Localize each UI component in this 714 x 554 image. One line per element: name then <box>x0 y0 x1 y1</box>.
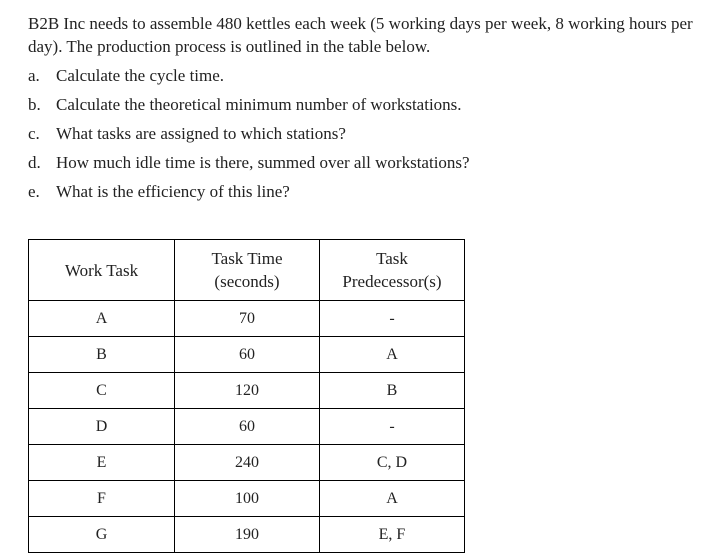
question-item <box>28 64 708 93</box>
question-text: What is the efficiency of this line? <box>56 182 290 201</box>
task-table <box>28 239 465 553</box>
question-text: Calculate the theoretical minimum number of workstations. <box>56 95 462 114</box>
header-predecessors-line1: Task <box>376 249 408 268</box>
task-cell: D <box>29 409 175 445</box>
question-item <box>28 180 708 209</box>
task-cell: C <box>29 373 175 409</box>
predecessor-cell: A <box>320 481 465 517</box>
predecessor-cell: - <box>320 409 465 445</box>
time-cell: 60 <box>175 337 320 373</box>
header-task-time-line2: (seconds) <box>214 272 280 291</box>
question-letter: e. <box>28 182 40 201</box>
predecessor-cell: - <box>320 301 465 337</box>
problem-statement <box>28 12 708 209</box>
table-row <box>29 373 465 409</box>
question-text: What tasks are assigned to which stations? <box>56 124 346 143</box>
time-cell: 120 <box>175 373 320 409</box>
header-task-time-line1: Task Time <box>211 249 283 268</box>
time-cell: 190 <box>175 517 320 553</box>
question-letter: c. <box>28 124 40 143</box>
table-row <box>29 445 465 481</box>
task-cell: B <box>29 337 175 373</box>
header-task-time <box>175 240 320 301</box>
predecessor-cell: C, D <box>320 445 465 481</box>
task-cell: G <box>29 517 175 553</box>
question-item <box>28 151 708 180</box>
time-cell: 240 <box>175 445 320 481</box>
question-item <box>28 93 708 122</box>
predecessor-cell: E, F <box>320 517 465 553</box>
table-row <box>29 337 465 373</box>
table-row <box>29 301 465 337</box>
header-predecessors-line2: Predecessor(s) <box>342 272 442 291</box>
table-header-row <box>29 240 465 301</box>
task-cell: A <box>29 301 175 337</box>
predecessor-cell: B <box>320 373 465 409</box>
task-cell: F <box>29 481 175 517</box>
question-item <box>28 122 708 151</box>
question-list <box>28 64 708 209</box>
question-text: Calculate the cycle time. <box>56 66 225 85</box>
question-letter: a. <box>28 66 40 85</box>
question-letter: b. <box>28 95 41 114</box>
predecessor-cell: A <box>320 337 465 373</box>
table-row <box>29 517 465 553</box>
time-cell: 60 <box>175 409 320 445</box>
time-cell: 100 <box>175 481 320 517</box>
time-cell: 70 <box>175 301 320 337</box>
problem-intro: B2B Inc needs to assemble 480 kettles each week (5 working days per week, 8 working hours per day). The production process is outlined in the table below. <box>28 14 693 56</box>
task-cell: E <box>29 445 175 481</box>
question-text: How much idle time is there, summed over all workstations? <box>56 153 470 172</box>
header-predecessors <box>320 240 465 301</box>
question-letter: d. <box>28 153 41 172</box>
table-row <box>29 481 465 517</box>
header-work-task: Work Task <box>29 240 175 301</box>
table-row <box>29 409 465 445</box>
